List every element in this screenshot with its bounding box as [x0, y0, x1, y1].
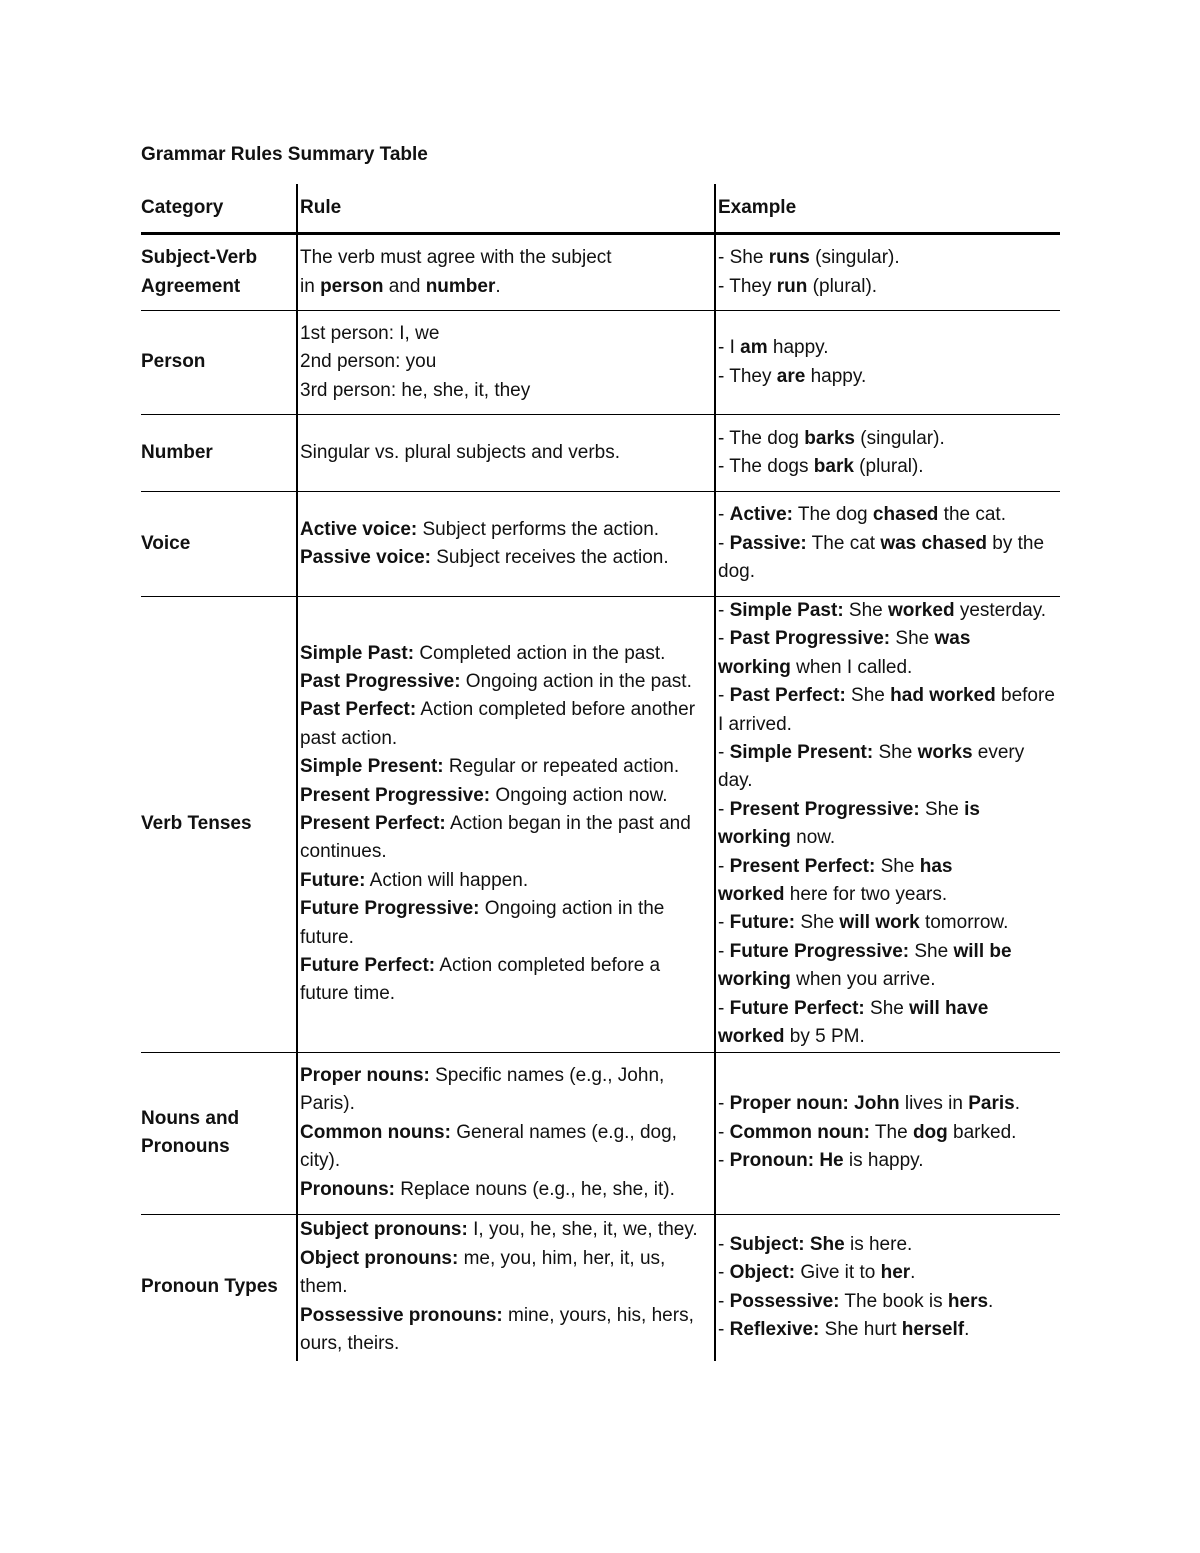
table-row	[141, 1052, 1060, 1214]
cell-line	[718, 711, 1060, 739]
text-run: when I called.	[790, 656, 913, 678]
text-run: -	[718, 798, 730, 820]
text-run: before	[995, 685, 1055, 707]
text-run: The cat	[806, 532, 881, 554]
category-line: Pronoun Types	[141, 1276, 278, 1298]
bold-text: am	[740, 337, 768, 359]
document-title: Grammar Rules Summary Table	[141, 144, 428, 165]
category-line: Pronouns	[141, 1136, 230, 1157]
text-run: by the	[987, 532, 1045, 554]
cell-line	[718, 1023, 1060, 1051]
text-run: when you arrive.	[790, 969, 936, 991]
cell-line	[300, 1062, 714, 1090]
text-run: here for two years.	[784, 884, 948, 906]
text-run: The verb must agree with the subject	[300, 247, 612, 269]
rule-cell	[297, 1052, 715, 1214]
cell-line	[718, 881, 1060, 909]
text-run: - I	[718, 337, 741, 359]
cell-line	[718, 995, 1060, 1023]
category-line: Agreement	[141, 275, 241, 297]
text-run: -	[718, 1290, 730, 1312]
text-run: .	[964, 1318, 970, 1340]
text-run: tomorrow.	[919, 912, 1009, 934]
text-run: Completed action in the past.	[414, 642, 666, 664]
cell-line	[718, 1316, 1060, 1344]
bold-text: run	[776, 275, 808, 297]
text-run: - The dogs	[718, 456, 814, 477]
text-run: (plural).	[853, 456, 924, 477]
bold-text: Subject:	[729, 1233, 805, 1255]
text-run: continues.	[300, 841, 387, 863]
rule-cell	[297, 1214, 715, 1361]
bold-text: Future Perfect:	[729, 997, 865, 1019]
category-line: Voice	[141, 532, 191, 554]
text-run: .	[910, 1262, 916, 1284]
text-run: Ongoing action now.	[490, 784, 668, 806]
text-run: Action will happen.	[365, 869, 529, 891]
bold-text: has	[919, 855, 953, 877]
bold-text: barks	[804, 427, 855, 449]
bold-text: bark	[813, 456, 854, 477]
rule-cell	[297, 415, 715, 492]
text-run: -	[718, 504, 730, 526]
bold-text: worked	[718, 884, 785, 906]
text-run: -	[718, 1093, 730, 1115]
rule-cell	[297, 311, 715, 415]
category-line: Number	[141, 441, 213, 463]
text-run: happy.	[805, 365, 867, 387]
text-run: (singular).	[809, 247, 900, 269]
text-run: .	[495, 275, 501, 297]
cell-line	[300, 753, 714, 781]
bold-text: works	[917, 742, 973, 764]
bold-text: Passive:	[729, 532, 807, 554]
text-run: me, you, him, her, it, us,	[458, 1247, 666, 1269]
bold-text: Pronoun:	[729, 1150, 815, 1172]
text-run: -	[718, 532, 730, 554]
cell-line	[300, 895, 714, 923]
bold-text: Past Perfect:	[729, 685, 846, 707]
category-line: Verb Tenses	[141, 813, 252, 835]
bold-text: worked	[718, 1026, 785, 1048]
bold-text: Future Progressive:	[729, 940, 910, 962]
text-run: -	[718, 1233, 730, 1255]
text-run: She	[875, 855, 920, 877]
text-run: - They	[718, 275, 777, 297]
text-run: She	[890, 628, 935, 650]
cell-line	[718, 853, 1060, 881]
bold-text: Pronouns:	[300, 1178, 395, 1200]
header-rule: Rule	[297, 184, 715, 234]
text-run: mine, yours, his, hers,	[502, 1304, 694, 1326]
text-run: past action.	[300, 727, 398, 749]
cell-line	[300, 377, 714, 405]
text-run: -	[718, 1121, 730, 1143]
text-run: -	[718, 1262, 730, 1284]
text-run: by 5 PM.	[784, 1026, 865, 1048]
example-cell	[715, 1214, 1060, 1361]
text-run: .	[988, 1290, 994, 1312]
cell-line	[300, 924, 714, 952]
bold-text: Simple Present:	[300, 756, 444, 778]
bold-text: are	[776, 365, 806, 387]
cell-line	[718, 334, 1060, 362]
rule-cell	[297, 234, 715, 311]
text-run: Specific names (e.g., John,	[429, 1064, 665, 1086]
bold-text: number	[425, 275, 496, 297]
text-run: -	[718, 742, 730, 764]
table-row	[141, 597, 1060, 1053]
bold-text: person	[320, 275, 384, 297]
text-run: dog.	[718, 561, 755, 583]
table-row	[141, 492, 1060, 597]
text-run: - The dog	[718, 427, 805, 449]
example-cell	[715, 311, 1060, 415]
category-cell	[141, 1214, 297, 1361]
grammar-table	[141, 184, 1060, 1361]
text-run: city).	[300, 1150, 341, 1172]
bold-text: Common nouns:	[300, 1121, 451, 1143]
cell-line	[300, 1090, 714, 1118]
cell-line	[718, 1090, 1060, 1118]
bold-text: will be	[953, 940, 1012, 962]
cell-line	[718, 654, 1060, 682]
bold-text: will work	[839, 912, 920, 934]
text-run: Action completed before another	[416, 699, 696, 721]
category-cell	[141, 415, 297, 492]
rule-cell	[297, 597, 715, 1053]
bold-text: Future:	[300, 869, 366, 891]
cell-line	[718, 739, 1060, 796]
bold-text: working	[718, 827, 791, 849]
text-run: lives in	[899, 1093, 969, 1115]
bold-text: Passive voice:	[300, 547, 431, 568]
example-cell	[715, 234, 1060, 311]
bold-text: hers	[947, 1290, 989, 1312]
text-run: The	[869, 1121, 913, 1143]
bold-text: had worked	[890, 685, 996, 707]
text-run: (plural).	[807, 275, 878, 297]
example-cell	[715, 492, 1060, 597]
example-cell	[715, 597, 1060, 1053]
text-run: future.	[300, 926, 354, 948]
category-line: Person	[141, 351, 206, 373]
text-run: Replace nouns (e.g., he, she, it).	[395, 1178, 675, 1200]
text-run: -	[718, 1318, 730, 1340]
text-run: - She	[718, 247, 769, 269]
cell-line	[300, 1119, 714, 1147]
cell-line	[718, 558, 1060, 586]
text-run: Subject receives the action.	[430, 547, 669, 568]
text-run: Action began in the past and	[445, 813, 691, 835]
text-run: them.	[300, 1276, 348, 1298]
text-run: Action completed before a	[435, 955, 661, 977]
text-run: -	[718, 997, 730, 1019]
bold-text: Proper noun:	[729, 1093, 849, 1115]
text-run: -	[718, 685, 730, 707]
text-run: 1st person: I, we	[300, 322, 440, 344]
cell-line	[300, 273, 714, 301]
text-run: She	[919, 798, 965, 820]
rule-cell	[297, 492, 715, 597]
table-header-row	[141, 184, 1060, 234]
header-example: Example	[715, 184, 1060, 234]
cell-line	[300, 838, 714, 866]
bold-text: Subject pronouns:	[300, 1219, 468, 1241]
text-run: -	[718, 855, 730, 877]
text-run: every day.	[718, 742, 1025, 792]
text-run: ours, theirs.	[300, 1333, 400, 1355]
bold-text: John	[854, 1093, 900, 1115]
cell-line	[718, 938, 1060, 966]
bold-text: chased	[872, 504, 939, 526]
bold-text: herself	[901, 1318, 965, 1340]
text-run: She	[795, 912, 840, 934]
cell-line	[718, 625, 1060, 653]
table-row	[141, 415, 1060, 492]
bold-text: Present Progressive:	[300, 784, 491, 806]
example-cell	[715, 1052, 1060, 1214]
bold-text: Present Perfect:	[729, 855, 876, 877]
bold-text: Simple Present:	[729, 742, 874, 764]
text-run: She	[845, 685, 891, 707]
text-run: Give it to	[795, 1262, 881, 1284]
text-run: 3rd person: he, she, it, they	[300, 379, 531, 401]
cell-line	[300, 1176, 714, 1204]
text-run: 2nd person: you	[300, 351, 437, 373]
text-run: and	[383, 275, 426, 297]
category-cell	[141, 1052, 297, 1214]
text-run: Ongoing action in the	[479, 898, 665, 920]
bold-text: Object:	[729, 1262, 796, 1284]
bold-text: Paris	[968, 1093, 1015, 1115]
cell-line	[300, 320, 714, 348]
cell-line	[300, 244, 714, 272]
cell-line	[300, 782, 714, 810]
cell-line	[718, 1147, 1060, 1175]
example-cell	[715, 415, 1060, 492]
bold-text: Future Perfect:	[300, 955, 436, 977]
cell-line	[718, 597, 1060, 625]
cell-line	[718, 1259, 1060, 1287]
bold-text: Present Perfect:	[300, 813, 446, 835]
text-run: in	[300, 275, 321, 297]
bold-text: Object pronouns:	[300, 1247, 459, 1269]
text-run: -	[718, 940, 730, 962]
category-cell	[141, 311, 297, 415]
text-run: now.	[790, 827, 836, 849]
table-row	[141, 1214, 1060, 1361]
cell-line	[300, 952, 714, 980]
bold-text: Common noun:	[729, 1121, 870, 1143]
cell-line	[300, 1302, 714, 1330]
bold-text: Past Perfect:	[300, 699, 417, 721]
text-run: I arrived.	[718, 713, 792, 735]
category-cell	[141, 597, 297, 1053]
text-run: Paris).	[300, 1093, 355, 1115]
text-run: happy.	[767, 337, 829, 359]
bold-text: Past Progressive:	[729, 628, 891, 650]
cell-line	[300, 1147, 714, 1175]
bold-text: working	[718, 656, 791, 678]
cell-line	[300, 1245, 714, 1273]
cell-line	[300, 668, 714, 696]
cell-line	[300, 348, 714, 376]
text-run: - They	[718, 365, 777, 387]
cell-line	[718, 1288, 1060, 1316]
bold-text: runs	[768, 247, 810, 269]
cell-line	[718, 273, 1060, 301]
text-run: She	[909, 940, 954, 962]
cell-line	[300, 640, 714, 668]
bold-text: Possessive pronouns:	[300, 1304, 503, 1326]
cell-line	[300, 1216, 714, 1244]
category-cell	[141, 234, 297, 311]
bold-text: worked	[888, 600, 955, 621]
bold-text: Future:	[729, 912, 796, 934]
bold-text: will have	[909, 997, 989, 1019]
text-run: (singular).	[854, 427, 945, 449]
cell-line	[300, 516, 714, 544]
text-run: She	[873, 742, 918, 764]
cell-line	[718, 682, 1060, 710]
bold-text: is	[964, 798, 980, 820]
cell-line	[300, 544, 714, 572]
cell-line	[718, 453, 1060, 481]
category-line: Nouns and	[141, 1107, 240, 1129]
cell-line	[718, 796, 1060, 824]
bold-text: Active voice:	[300, 518, 418, 540]
bold-text: Active:	[729, 504, 793, 526]
bold-text: working	[718, 969, 791, 991]
text-run: -	[718, 1150, 730, 1172]
cell-line	[718, 1231, 1060, 1259]
text-run: -	[718, 628, 730, 650]
cell-line	[718, 966, 1060, 994]
text-run: Singular vs. plural subjects and verbs.	[300, 441, 620, 463]
text-run: future time.	[300, 983, 396, 1005]
header-category: Category	[141, 184, 297, 234]
cell-line	[300, 980, 714, 1008]
cell-line	[300, 810, 714, 838]
cell-line	[300, 867, 714, 895]
text-run: The book is	[839, 1290, 948, 1312]
bold-text: Possessive:	[729, 1290, 840, 1312]
text-run: the cat.	[938, 504, 1006, 526]
text-run: yesterday.	[954, 600, 1047, 621]
bold-text: Present Progressive:	[729, 798, 920, 820]
cell-line	[718, 824, 1060, 852]
text-run: .	[1014, 1093, 1020, 1115]
cell-line	[300, 439, 714, 467]
text-run: barked.	[947, 1121, 1017, 1143]
cell-line	[300, 1330, 714, 1358]
cell-line	[718, 363, 1060, 391]
category-line: Subject-Verb	[141, 247, 258, 269]
text-run: I, you, he, she, it, we, they.	[467, 1219, 698, 1241]
category-cell	[141, 492, 297, 597]
cell-line	[718, 501, 1060, 529]
text-run: -	[718, 600, 730, 621]
bold-text: Simple Past:	[729, 600, 844, 621]
bold-text: He	[819, 1150, 844, 1172]
cell-line	[718, 909, 1060, 937]
bold-text: Past Progressive:	[300, 671, 461, 693]
bold-text: Future Progressive:	[300, 898, 480, 920]
bold-text: Proper nouns:	[300, 1064, 430, 1086]
cell-line	[300, 1273, 714, 1301]
bold-text: was	[934, 628, 971, 650]
text-run: She	[864, 997, 910, 1019]
text-run: Regular or repeated action.	[443, 756, 680, 778]
bold-text: She	[809, 1233, 845, 1255]
text-run: Ongoing action in the past.	[460, 671, 692, 693]
cell-line	[300, 696, 714, 724]
text-run: is happy.	[843, 1150, 924, 1172]
bold-text: dog	[912, 1121, 948, 1143]
text-run: -	[718, 912, 730, 934]
text-run: is here.	[844, 1233, 913, 1255]
cell-line	[718, 425, 1060, 453]
bold-text: Reflexive:	[729, 1318, 820, 1340]
text-run: She hurt	[819, 1318, 902, 1340]
cell-line	[300, 725, 714, 753]
table-row	[141, 234, 1060, 311]
text-run: The dog	[792, 504, 873, 526]
text-run: Subject performs the action.	[417, 518, 660, 540]
cell-line	[718, 1119, 1060, 1147]
table-row	[141, 311, 1060, 415]
bold-text: her	[880, 1262, 911, 1284]
cell-line	[718, 244, 1060, 272]
bold-text: was chased	[880, 532, 987, 554]
bold-text: Simple Past:	[300, 642, 415, 664]
text-run: She	[843, 600, 889, 621]
cell-line	[718, 530, 1060, 558]
text-run: General names (e.g., dog,	[450, 1121, 677, 1143]
